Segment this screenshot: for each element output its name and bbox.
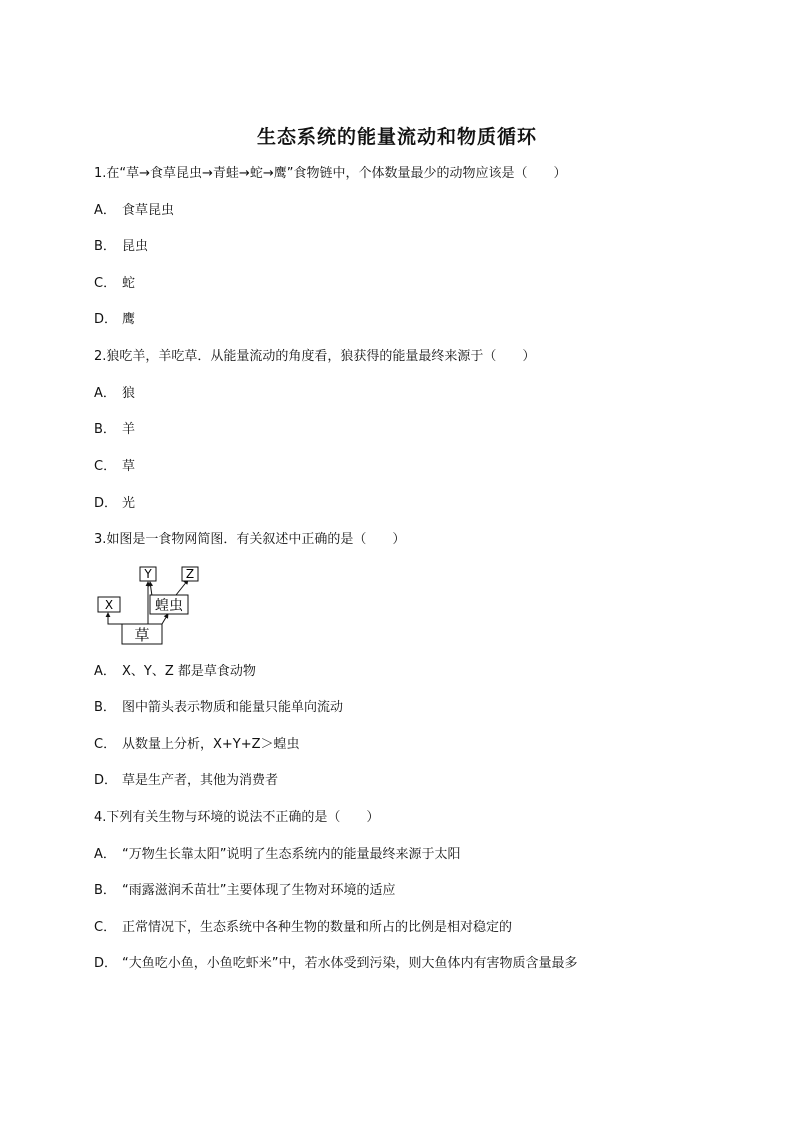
option-letter: C． bbox=[94, 459, 117, 474]
option-letter: B． bbox=[94, 883, 116, 898]
question-3-option-d[interactable] bbox=[94, 772, 278, 790]
question-3-stem: 3.如图是一食物网简图．有关叙述中正确的是（ ） bbox=[94, 532, 406, 547]
option-text: 鹰 bbox=[122, 312, 136, 327]
option-text: X、Y、Z 都是草食动物 bbox=[122, 664, 256, 679]
question-1-option-b[interactable] bbox=[94, 238, 148, 256]
option-text: “万物生长靠太阳”说明了生态系统内的能量最终来源于太阳 bbox=[122, 847, 461, 862]
question-2-option-c[interactable] bbox=[94, 458, 135, 476]
option-letter: C． bbox=[94, 276, 117, 291]
option-text: 昆虫 bbox=[122, 239, 149, 254]
question-2-option-d[interactable] bbox=[94, 495, 135, 513]
page-title: 生态系统的能量流动和物质循环 bbox=[256, 126, 537, 148]
question-4-option-d[interactable] bbox=[94, 955, 577, 973]
option-letter: C． bbox=[94, 737, 117, 752]
question-1-option-d[interactable] bbox=[94, 311, 135, 329]
node-y-label: Y bbox=[144, 567, 152, 581]
option-text: 草 bbox=[122, 459, 136, 474]
option-letter: D． bbox=[94, 496, 118, 511]
option-text: 狼 bbox=[122, 386, 136, 401]
option-text: 正常情况下，生态系统中各种生物的数量和所占的比例是相对稳定的 bbox=[122, 920, 513, 935]
question-1-stem: 1.在“草→食草昆虫→青蛙→蛇→鹰”食物链中，个体数量最少的动物应该是（ ） bbox=[94, 166, 567, 181]
arrow-locust-to-z bbox=[176, 580, 188, 595]
question-4-option-b[interactable] bbox=[94, 882, 395, 900]
option-text: “雨露滋润禾苗壮”主要体现了生物对环境的适应 bbox=[122, 883, 396, 898]
question-3-option-a[interactable] bbox=[94, 663, 256, 681]
option-letter: A． bbox=[94, 386, 116, 401]
node-grass-label: 草 bbox=[134, 626, 150, 644]
question-4-option-a[interactable] bbox=[94, 846, 460, 864]
option-text: 图中箭头表示物质和能量只能单向流动 bbox=[122, 700, 344, 715]
option-letter: A． bbox=[94, 664, 116, 679]
option-letter: B． bbox=[94, 422, 116, 437]
question-4-stem: 4.下列有关生物与环境的说法不正确的是（ ） bbox=[94, 810, 380, 825]
option-letter: A． bbox=[94, 847, 116, 862]
arrow-grass-to-x bbox=[108, 613, 122, 624]
question-2-stem: 2.狼吃羊，羊吃草．从能量流动的角度看，狼获得的能量最终来源于（ ） bbox=[94, 349, 536, 364]
question-1-option-a[interactable] bbox=[94, 202, 174, 220]
option-letter: D． bbox=[94, 773, 118, 788]
option-letter: B． bbox=[94, 239, 116, 254]
option-text: 草是生产者，其他为消费者 bbox=[122, 773, 279, 788]
option-text: 光 bbox=[122, 496, 136, 511]
option-text: 蛇 bbox=[122, 276, 136, 291]
node-z-label: Z bbox=[185, 567, 195, 581]
food-web-diagram bbox=[96, 564, 216, 648]
option-text: 羊 bbox=[122, 422, 136, 437]
question-3-option-b[interactable] bbox=[94, 699, 343, 717]
node-x-label: X bbox=[104, 598, 114, 612]
option-letter: B． bbox=[94, 700, 116, 715]
option-text: “大鱼吃小鱼，小鱼吃虾米”中，若水体受到污染，则大鱼体内有害物质含量最多 bbox=[122, 956, 578, 971]
question-4-option-c[interactable] bbox=[94, 919, 512, 937]
node-locust-label: 蝗虫 bbox=[155, 598, 183, 614]
option-letter: D． bbox=[94, 312, 118, 327]
question-3-option-c[interactable] bbox=[94, 736, 300, 754]
option-letter: D． bbox=[94, 956, 118, 971]
question-2-option-a[interactable] bbox=[94, 385, 135, 403]
question-1-option-c[interactable] bbox=[94, 275, 135, 293]
option-text: 食草昆虫 bbox=[122, 203, 175, 218]
option-text: 从数量上分析，X+Y+Z＞蝗虫 bbox=[122, 737, 300, 752]
option-letter: A． bbox=[94, 203, 116, 218]
option-letter: C． bbox=[94, 920, 117, 935]
arrow-locust-to-y bbox=[150, 582, 152, 596]
question-2-option-b[interactable] bbox=[94, 421, 135, 439]
arrow-grass-to-y bbox=[142, 582, 148, 624]
arrow-grass-to-locust bbox=[162, 614, 168, 624]
